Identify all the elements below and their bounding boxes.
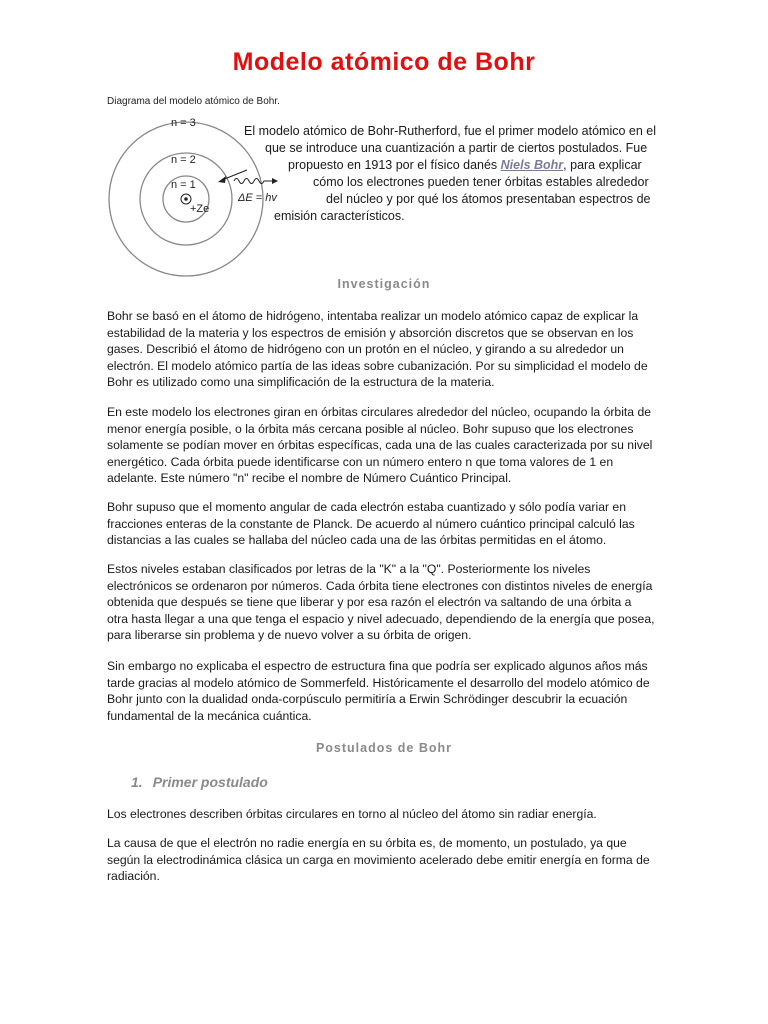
heading-investigacion: Investigación <box>337 277 431 291</box>
label-nucleus-charge: +Ze <box>190 203 210 215</box>
investigacion-body <box>107 308 655 391</box>
intro-line-5: del núcleo y por qué los átomos presentaban espectros de <box>326 192 651 206</box>
postulado-1-number: 1. <box>131 774 143 790</box>
intro-line-3 <box>236 157 660 174</box>
intro-paragraph <box>236 123 660 225</box>
intro-line-3-tail: , para explicar <box>563 158 642 172</box>
investigacion-paragraph-1: Bohr se basó en el átomo de hidrógeno, intentaba realizar un modelo atómico capaz de explicar la estabilidad de la materia y los espectros de emisión y absorción discretos que se observan en los gases. Describió el átomo de hidrógeno con un protón en el núcleo, y girando a su alrededor un electrón. El modelo atómico partía de las ideas sobre cubanización. Por su simplicidad el modelo de Bohr es utilizado como una simplificación de la estructura de la materia. <box>107 309 648 389</box>
niels-bohr-link[interactable]: Niels Bohr <box>500 158 564 172</box>
diagram-caption: Diagrama del modelo atómico de Bohr. <box>107 96 280 107</box>
postulado-paragraph-2: La causa de que el electrón no radie energía en su órbita es, de momento, un postulado, ya que según la electrodinámica clásica un carga en movimiento acelerado debe emitir energía en forma de radiación. <box>107 836 650 883</box>
nucleus-dot <box>184 197 188 201</box>
postulados-body-2 <box>107 835 655 885</box>
postulado-1-title: Primer postulado <box>152 774 268 790</box>
investigacion-paragraph-5: Sin embargo no explicaba el espectro de estructura fina que podría ser explicado algunos años más tarde gracias al modelo atómico de Sommerfeld. Históricamente el desarrollo del modelo atómico de Bohr junto con la dualidad onda-corpúsculo permitiría a Erwin Schrödinger descubrir la ecuación fundamental de la mecánica cuántica. <box>107 659 650 723</box>
postulados-body-1 <box>107 806 655 823</box>
postulado-paragraph-1: Los electrones describen órbitas circulares en torno al núcleo del átomo sin radiar energía. <box>107 807 597 821</box>
label-n3: n = 3 <box>171 117 196 129</box>
label-energy: ΔE = hv <box>238 192 277 204</box>
intro-line-2: que se introduce una cuantización a partir de ciertos postulados. Fue <box>265 141 648 155</box>
arrow-head <box>218 176 226 183</box>
investigacion-body-2 <box>107 404 655 487</box>
investigacion-body-5 <box>107 658 655 724</box>
intro-line-6: emisión característicos. <box>274 209 405 223</box>
intro-line-1: El modelo atómico de Bohr-Rutherford, fue el primer modelo atómico en el <box>244 124 657 138</box>
investigacion-paragraph-4: Estos niveles estaban clasificados por letras de la "K" a la "Q". Posteriormente los niveles electrónicos se ordenaron por números. Cada órbita tiene electrones con distintos niveles de energía obtenida que después se tiene que liberar y por esa razón el electrón va saltando de una órbita a otra hasta llegar a una que tenga el espacio y nivel adecuado, dependiendo de la energía que posea, para liberarse sin problema y de nuevo volver a su órbita de origen. <box>107 562 655 642</box>
investigacion-paragraph-3: Bohr supuso que el momento angular de cada electrón estaba cuantizado y sólo podía variar en fracciones enteras de la constante de Planck. De acuerdo al número cuántico principal calculó las distancias a las cuales se hallaba del núcleo cada una de las órbitas permitidas en el átomo. <box>107 500 635 547</box>
investigacion-paragraph-2: En este modelo los electrones giran en órbitas circulares alrededor del núcleo, ocupando la órbita de menor energía posible, o la órbita más cercana posible al núcleo. Bohr supuso que los electrones solamente se podían mover en órbitas específicas, cada una de las cuales caracterizada por su nivel energético. Cada órbita puede identificarse con un número entero n que toma valores de 1 en adelante. Este número "n" recibe el nombre de Número Cuántico Principal. <box>107 405 653 485</box>
investigacion-body-4 <box>107 561 655 644</box>
intro-line-3-text: propuesto en 1913 por el físico danés <box>288 158 501 172</box>
label-n1: n = 1 <box>171 179 196 191</box>
label-n2: n = 2 <box>171 154 196 166</box>
postulado-1-heading <box>131 774 268 790</box>
intro-line-4: cómo los electrones pueden tener órbitas estables alrededor <box>313 175 649 189</box>
page-title: Modelo atómico de Bohr <box>232 48 536 76</box>
investigacion-body-3 <box>107 499 655 549</box>
heading-postulados: Postulados de Bohr <box>315 741 453 755</box>
